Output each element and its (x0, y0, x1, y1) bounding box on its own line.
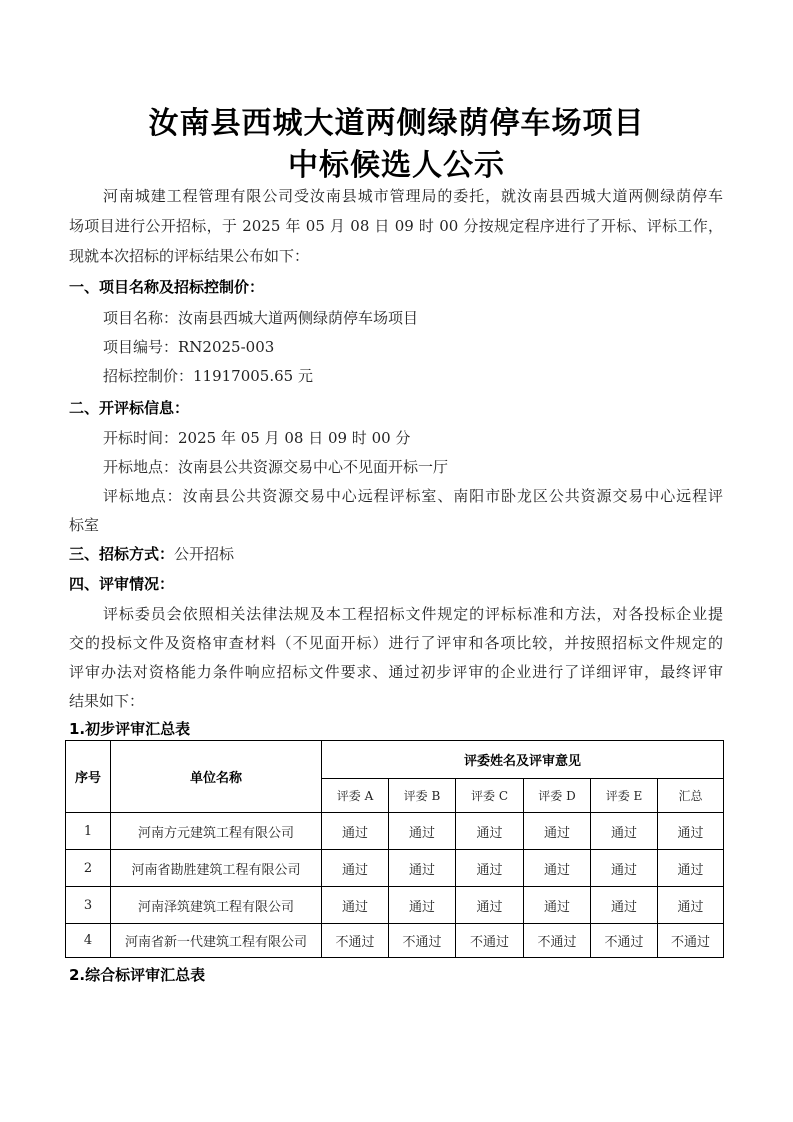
section3-heading: 三、招标方式： (69, 545, 175, 563)
table-row (66, 887, 724, 924)
row-seq: 4 (66, 924, 111, 958)
row-result: 通过 (389, 850, 456, 887)
table-row (66, 813, 724, 850)
table2-caption: 2.综合标评审汇总表 (69, 966, 206, 984)
review-paragraph-line-4: 结果如下： (69, 692, 145, 710)
intro-line-1: 河南城建工程管理有限公司受汝南县城市管理局的委托，就汝南县西城大道两侧绿荫停车 (103, 187, 723, 205)
row-result: 不通过 (456, 924, 524, 958)
header-reviewer-b: 评委 B (389, 779, 456, 813)
header-company-name: 单位名称 (111, 741, 322, 813)
document-title-line1: 汝南县西城大道两侧绿荫停车场项目 (148, 106, 645, 141)
bid-opening-location: 开标地点：汝南县公共资源交易中心不见面开标一厅 (103, 458, 449, 476)
tender-method: 公开招标 (174, 545, 235, 563)
project-name: 项目名称：汝南县西城大道两侧绿荫停车场项目 (103, 309, 419, 327)
header-reviewer-e: 评委 E (591, 779, 658, 813)
header-seq: 序号 (66, 741, 111, 813)
row-company: 河南泽筑建筑工程有限公司 (111, 887, 322, 924)
row-result: 通过 (591, 887, 658, 924)
review-paragraph-line-1: 评标委员会依照相关法律法规及本工程招标文件规定的评标标准和方法，对各投标企业提 (103, 605, 723, 623)
header-summary: 汇总 (658, 779, 724, 813)
header-reviewer-c: 评委 C (456, 779, 524, 813)
row-result: 通过 (322, 813, 389, 850)
row-result: 不通过 (524, 924, 591, 958)
evaluation-location-cont: 标室 (69, 516, 100, 534)
row-result: 通过 (658, 850, 724, 887)
row-result: 通过 (591, 850, 658, 887)
row-result: 通过 (456, 850, 524, 887)
row-result: 不通过 (389, 924, 456, 958)
row-company: 河南省新一代建筑工程有限公司 (111, 924, 322, 958)
header-reviewer-group: 评委姓名及评审意见 (322, 741, 724, 779)
bid-opening-time: 开标时间：2025 年 05 月 08 日 09 时 00 分 (103, 429, 411, 447)
row-result: 通过 (456, 887, 524, 924)
intro-line-2: 场项目进行公开招标，于 2025 年 05 月 08 日 09 时 00 分按规定程序进行了开标、评标工作， (69, 217, 723, 235)
row-company: 河南省勘胜建筑工程有限公司 (111, 850, 322, 887)
row-result: 通过 (524, 887, 591, 924)
preliminary-review-table (65, 740, 724, 958)
review-paragraph-line-3: 评审办法对资格能力条件响应招标文件要求、通过初步评审的企业进行了详细评审，最终评审 (69, 663, 723, 681)
header-reviewer-a: 评委 A (322, 779, 389, 813)
table-row (66, 850, 724, 887)
row-result: 通过 (389, 813, 456, 850)
row-result: 通过 (322, 850, 389, 887)
project-number: 项目编号：RN2025-003 (103, 338, 275, 356)
row-result: 通过 (658, 813, 724, 850)
row-result: 不通过 (591, 924, 658, 958)
row-result: 通过 (591, 813, 658, 850)
evaluation-location: 评标地点：汝南县公共资源交易中心远程评标室、南阳市卧龙区公共资源交易中心远程评 (103, 487, 723, 505)
row-result: 通过 (658, 887, 724, 924)
table-row (66, 924, 724, 958)
section3 (69, 543, 234, 564)
section1-heading: 一、项目名称及招标控制价： (69, 278, 265, 296)
row-result: 通过 (389, 887, 456, 924)
row-result: 通过 (322, 887, 389, 924)
row-seq: 2 (66, 850, 111, 887)
row-result: 通过 (524, 813, 591, 850)
row-result: 通过 (524, 850, 591, 887)
row-result: 不通过 (658, 924, 724, 958)
row-seq: 1 (66, 813, 111, 850)
row-seq: 3 (66, 887, 111, 924)
section2-heading: 二、开评标信息： (69, 399, 190, 417)
row-result: 通过 (456, 813, 524, 850)
review-paragraph-line-2: 交的投标文件及资格审查材料（不见面开标）进行了评审和各项比较，并按照招标文件规定的 (69, 634, 723, 652)
intro-line-3: 现就本次招标的评标结果公布如下： (69, 247, 310, 265)
table1-caption: 1.初步评审汇总表 (69, 720, 191, 738)
row-company: 河南方元建筑工程有限公司 (111, 813, 322, 850)
row-result: 不通过 (322, 924, 389, 958)
section4-heading: 四、评审情况： (69, 575, 175, 593)
document-title-line2: 中标候选人公示 (288, 148, 505, 183)
header-reviewer-d: 评委 D (524, 779, 591, 813)
control-price: 招标控制价：11917005.65 元 (103, 367, 313, 385)
